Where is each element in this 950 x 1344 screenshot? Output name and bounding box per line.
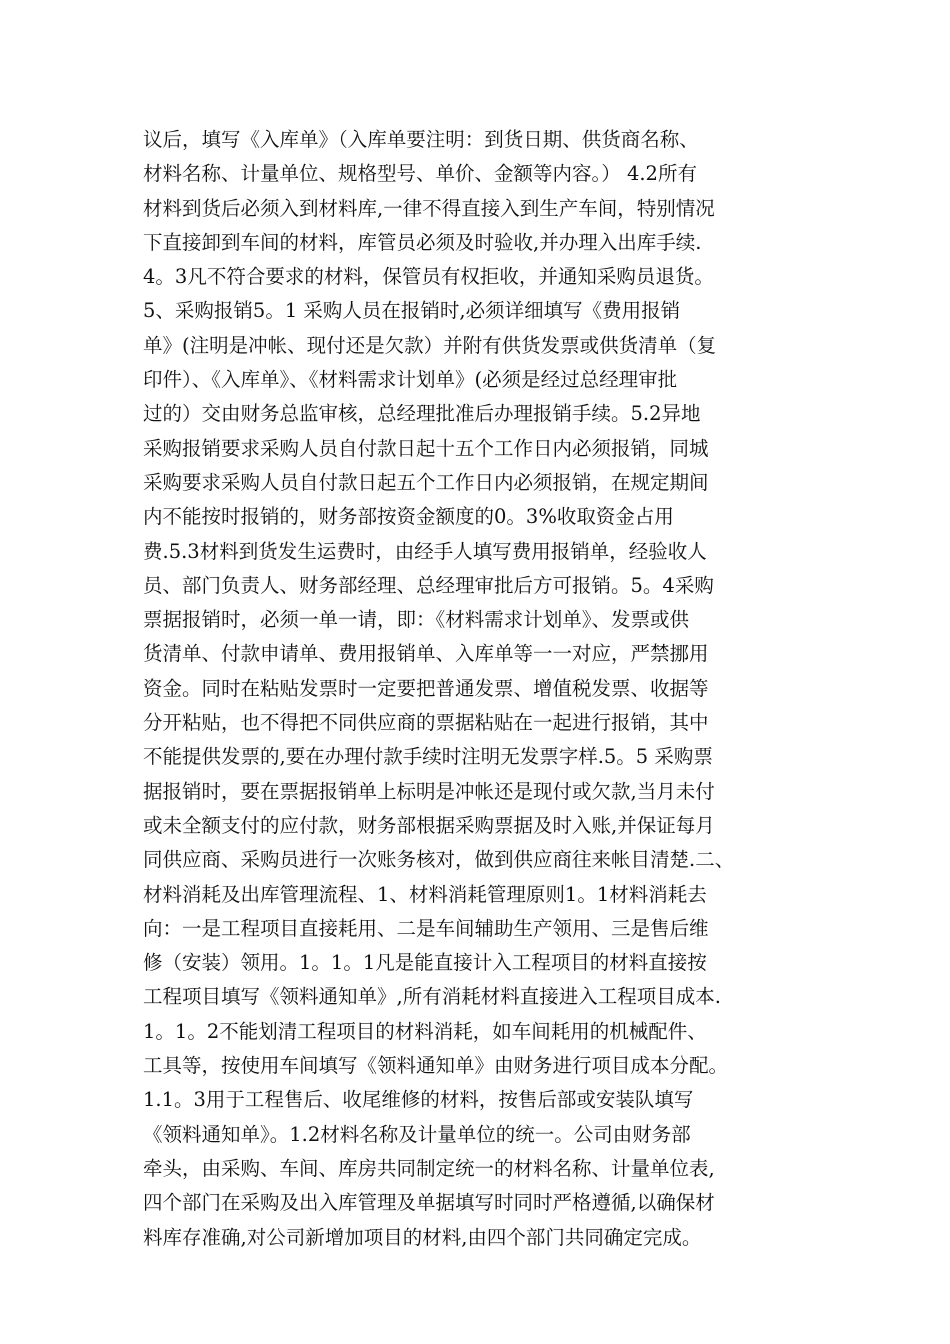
text-line: 内不能按时报销的，财务部按资金额度的0。3%收取资金占用: [143, 505, 674, 529]
body-text: [143, 123, 823, 1255]
text-line: 票据报销时，必须一单一请，即：《材料需求计划单》、发票或供: [143, 608, 690, 632]
text-line: 资金。同时在粘贴发票时一定要把普通发票、增值税发票、收据等: [143, 676, 709, 700]
text-line: 工具等，按使用车间填写《领料通知单》由财务进行项目成本分配。: [143, 1054, 729, 1078]
text-line: 1.1。3用于工程售后、收尾维修的材料，按售后部或安装队填写: [143, 1088, 694, 1112]
text-line: 同供应商、采购员进行一次账务核对，做到供应商往来帐目清楚.二、: [143, 848, 735, 872]
text-line: 下直接卸到车间的材料，库管员必须及时验收,并办理入出库手续.: [143, 230, 702, 254]
text-line: 5、采购报销5。1 采购人员在报销时,必须详细填写《费用报销: [143, 299, 681, 323]
text-line: 材料到货后必须入到材料库,一律不得直接入到生产车间，特别情况: [143, 196, 715, 220]
text-line: 4。3凡不符合要求的材料，保管员有权拒收，并通知采购员退货。: [143, 265, 714, 289]
text-line: 四个部门在采购及出入库管理及单据填写时同时严格遵循,以确保材: [143, 1191, 715, 1215]
text-line: 材料消耗及出库管理流程、1、材料消耗管理原则1。1材料消耗去: [143, 882, 707, 906]
text-line: 不能提供发票的,要在办理付款手续时注明无发票字样.5。5 采购票: [143, 745, 713, 769]
text-line: 分开粘贴，也不得把不同供应商的票据粘贴在一起进行报销，其中: [143, 711, 709, 735]
text-line: 印件）、《入库单》、《材料需求计划单》(必须是经过总经理审批: [143, 368, 678, 392]
text-line: 或未全额支付的应付款，财务部根据采购票据及时入账,并保证每月: [143, 813, 715, 837]
text-line: 过的）交由财务总监审核，总经理批准后办理报销手续。5.2异地: [143, 402, 701, 426]
text-line: 采购要求采购人员自付款日起五个工作日内必须报销，在规定期间: [143, 470, 709, 494]
text-line: 材料名称、计量单位、规格型号、单价、金额等内容。） 4.2所有: [143, 162, 697, 186]
text-line: 货清单、付款申请单、费用报销单、入库单等一一对应，严禁挪用: [143, 642, 709, 666]
text-line: 修（安装）领用。1。1。1凡是能直接计入工程项目的材料直接按: [143, 951, 707, 975]
text-line: 议后，填写《入库单》（入库单要注明：到货日期、供货商名称、: [143, 128, 699, 151]
text-line: 牵头，由采购、车间、库房共同制定统一的材料名称、计量单位表,: [143, 1156, 715, 1180]
text-line: 员、部门负责人、财务部经理、总经理审批后方可报销。5。4采购: [143, 573, 714, 597]
text-line: 费.5.3材料到货发生运费时，由经手人填写费用报销单，经验收人: [143, 539, 707, 563]
text-line: 1。1。2不能划清工程项目的材料消耗，如车间耗用的机械配件、: [143, 1019, 707, 1043]
text-line: 据报销时，要在票据报销单上标明是冲帐还是现付或欠款,当月未付: [143, 779, 715, 803]
text-line: 料库存准确,对公司新增加项目的材料,由四个部门共同确定完成。: [143, 1225, 702, 1249]
text-line: 《领料通知单》。1.2材料名称及计量单位的统一。公司由财务部: [143, 1122, 691, 1146]
text-line: 采购报销要求采购人员自付款日起十五个工作日内必须报销，同城: [143, 436, 709, 460]
text-line: 工程项目填写《领料通知单》,所有消耗材料直接进入工程项目成本.: [143, 985, 721, 1009]
text-line: 向：一是工程项目直接耗用、二是车间辅助生产领用、三是售后维: [143, 916, 709, 940]
text-line: 单》(注明是冲帐、现付还是欠款）并附有供货发票或供货清单（复: [143, 333, 717, 357]
